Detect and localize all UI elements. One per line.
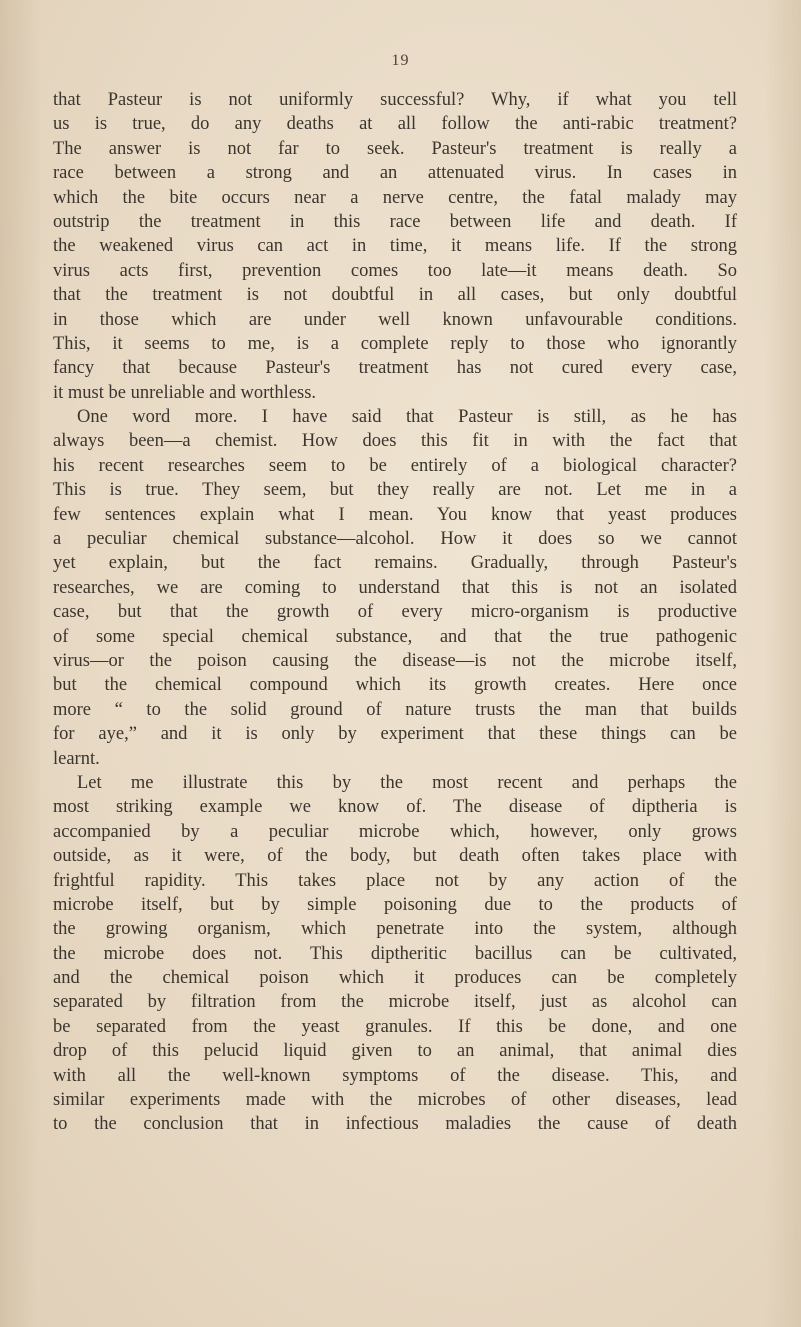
body-text bbox=[53, 88, 737, 1137]
text-line: which the bite occurs near a nerve centre, the fatal malady may bbox=[53, 187, 737, 208]
text-line: The answer is not far to seek. Pasteur's treatment is really a bbox=[53, 138, 737, 159]
paragraph-end-line: learnt. bbox=[53, 748, 100, 769]
text-line: This is true. They seem, but they really are not. Let me in a bbox=[53, 480, 737, 501]
text-line: most striking example we know of. The disease of diptheria is bbox=[53, 797, 737, 818]
page-shadow-right bbox=[765, 0, 801, 1327]
text-line: case, but that the growth of every micro-organism is productive bbox=[53, 602, 737, 623]
text-line: more “ to the solid ground of nature trusts the man that builds bbox=[53, 699, 737, 720]
text-line: that the treatment is not doubtful in all cases, but only doubtful bbox=[53, 285, 737, 306]
text-line: virus—or the poison causing the disease—is not the microbe itself, bbox=[53, 650, 737, 671]
text-line: microbe itself, but by simple poisoning due to the products of bbox=[53, 894, 737, 915]
text-line: similar experiments made with the microbes of other diseases, lead bbox=[53, 1090, 737, 1111]
text-line: race between a strong and an attenuated virus. In cases in bbox=[53, 163, 737, 184]
text-line: and the chemical poison which it produces can be completely bbox=[53, 968, 737, 989]
paragraph-start-line: One word more. I have said that Pasteur is still, as he has bbox=[77, 407, 737, 428]
text-line: a peculiar chemical substance—alcohol. How it does so we cannot bbox=[53, 529, 737, 550]
text-line: his recent researches seem to be entirely of a biological character? bbox=[53, 455, 737, 476]
text-line: of some special chemical substance, and that the true pathogenic bbox=[53, 626, 737, 647]
text-line: separated by filtration from the microbe itself, just as alcohol can bbox=[53, 992, 737, 1013]
text-line: be separated from the yeast granules. If this be done, and one bbox=[53, 1016, 737, 1037]
text-line: few sentences explain what I mean. You know that yeast produces bbox=[53, 504, 737, 525]
text-line: outside, as it were, of the body, but death often takes place with bbox=[53, 846, 737, 867]
text-line: for aye,” and it is only by experiment that these things can be bbox=[53, 724, 737, 745]
text-line: researches, we are coming to understand that this is not an isolated bbox=[53, 577, 737, 598]
page-number: 19 bbox=[391, 52, 410, 69]
text-line: that Pasteur is not uniformly successful? Why, if what you tell bbox=[53, 90, 737, 110]
page-shadow-left bbox=[0, 0, 40, 1327]
text-line: always been—a chemist. How does this fit in with the fact that bbox=[53, 431, 737, 452]
text-line: with all the well-known symptoms of the disease. This, and bbox=[53, 1065, 737, 1086]
text-line: drop of this pelucid liquid given to an animal, that animal dies bbox=[53, 1041, 737, 1062]
text-line: virus acts first, prevention comes too late—it means death. So bbox=[53, 260, 737, 281]
paragraph-end-line: it must be unreliable and worthless. bbox=[53, 382, 317, 403]
text-line: the weakened virus can act in time, it means life. If the strong bbox=[53, 236, 737, 257]
paragraph-start-line: Let me illustrate this by the most recent and perhaps the bbox=[77, 772, 737, 793]
text-line: frightful rapidity. This takes place not by any action of the bbox=[53, 870, 737, 891]
text-line: fancy that because Pasteur's treatment has not cured every case, bbox=[53, 358, 737, 379]
text-line: the growing organism, which penetrate into the system, although bbox=[53, 919, 737, 940]
text-line: us is true, do any deaths at all follow the anti-rabic treatment? bbox=[53, 114, 737, 135]
text-line: outstrip the treatment in this race between life and death. If bbox=[53, 211, 737, 232]
text-line: in those which are under well known unfavourable conditions. bbox=[53, 309, 737, 330]
text-line: yet explain, but the fact remains. Gradually, through Pasteur's bbox=[53, 553, 737, 574]
text-line: but the chemical compound which its growth creates. Here once bbox=[53, 675, 737, 696]
text-line: the microbe does not. This diptheritic bacillus can be cultivated, bbox=[53, 943, 737, 964]
text-line: to the conclusion that in infectious maladies the cause of death bbox=[53, 1114, 737, 1135]
text-line: accompanied by a peculiar microbe which, however, only grows bbox=[53, 821, 737, 842]
text-line: This, it seems to me, is a complete reply to those who ignorantly bbox=[53, 333, 737, 354]
